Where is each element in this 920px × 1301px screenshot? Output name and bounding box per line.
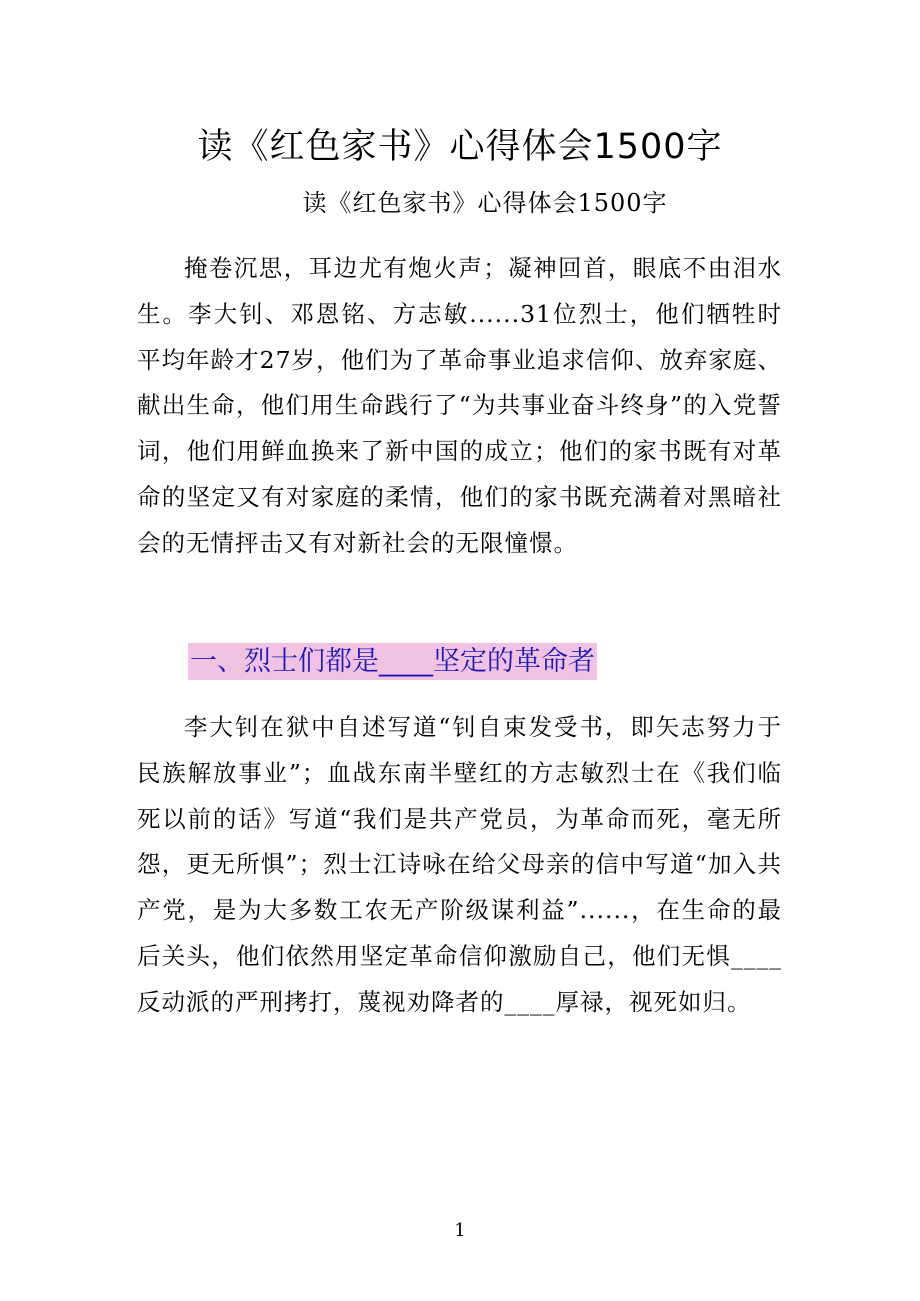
body-paragraph: 掩卷沉思，耳边尤有炮火声；凝神回首，眼底不由泪水生。李大钊、邓恩铭、方志敏......31位烈士，他们牺牲时平均年龄才27岁，他们为了革命事业追求信仰、放弃家庭、献出生命，他们用生命践行了“为共事业奋斗终身”的入党誓词，他们用鲜血换来了新中国的成立；他们的家书既有对革命的坚定又有对家庭的柔情，他们的家书既充满着对黑暗社会的无情抨击又有对新社会的无限憧憬。 xyxy=(137,254,782,557)
document-subtitle: 读《红色家书》心得体会1500字 xyxy=(302,189,668,217)
section-heading: 一、烈士们都是____坚定的革命者 xyxy=(188,643,597,680)
document-title: 读《红色家书》心得体会1500字 xyxy=(197,127,723,167)
page-number: 1 xyxy=(454,1220,466,1241)
body-paragraph: 李大钊在狱中自述写道“钊自束发受书，即矢志努力于民族解放事业”；血战东南半壁红的方志敏烈士在《我们临死以前的话》写道“我们是共产党员，为革命而死，毫无所怨，更无所惧”；烈士江诗咏在给父母亲的信中写道“加入共产党，是为大多数工农无产阶级谋利益”......，在生命的最后关头，他们依然用坚定革命信仰激励自己，他们无惧____反动派的严刑拷打，蔑视劝降者的____厚禄，视死如归。 xyxy=(137,713,782,1016)
